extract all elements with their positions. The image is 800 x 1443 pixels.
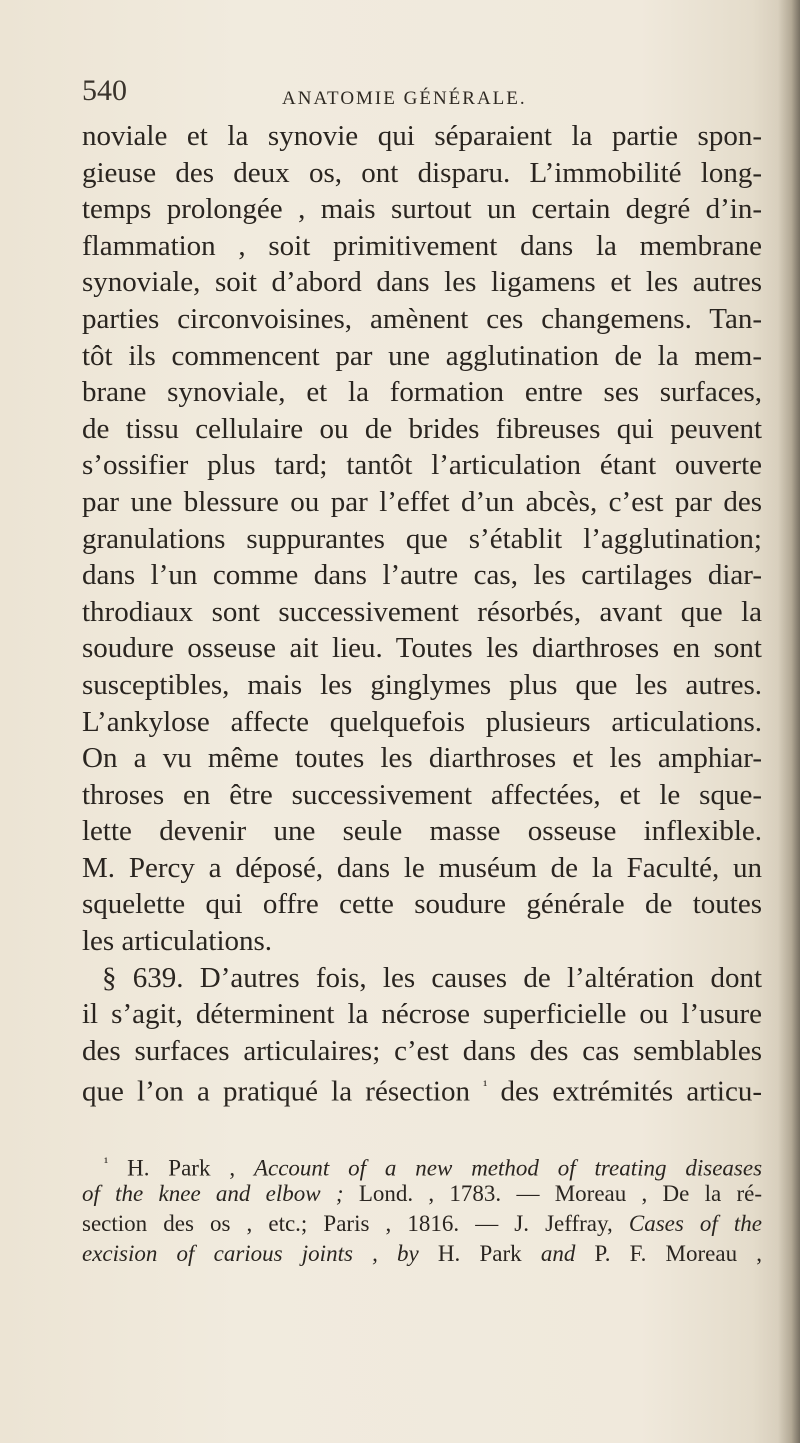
text-line: susceptibles, mais les ginglymes plus que les autres. [82,668,762,701]
text-line: soudure osseuse ait lieu. Toutes les diarthroses en sont [82,632,762,665]
text-line: il s’agit, déterminent la nécrose superficielle ou l’usure [82,998,762,1031]
text-line: les articulations. [82,925,273,958]
footnote-author: P. F. Moreau , [594,1241,763,1266]
footnote-reference: ¹ [483,1079,488,1095]
text-line: dans l’un comme dans l’autre cas, les cartilages diar- [82,559,762,592]
footnote-text: section des os , etc.; Paris , 1816. — J. Jeffray, [82,1211,613,1236]
text-line: s’ossifier plus tard; tantôt l’articulation étant ouverte [82,449,762,482]
footnote-line [82,1179,762,1209]
body-text [82,118,763,1109]
page-number: 540 [82,74,127,107]
text-line: synoviale, soit d’abord dans les ligamens et les autres [82,266,762,299]
text-line: brane synoviale, et la formation entre ses surfaces, [82,376,762,409]
page-header [82,74,762,118]
text-line: flammation , soit primitivement dans la membrane [82,229,762,262]
text-line: parties circonvoisines, amènent ces changemens. Tan- [82,302,762,335]
footnote-title: Account of a new method of treating diseases [253,1155,763,1181]
text-line: M. Percy a déposé, dans le muséum de la Faculté, un [82,851,762,884]
text-line: tôt ils commencent par une agglutination de la mem- [82,339,762,372]
footnotes [82,1149,762,1269]
text-fragment: des extrémités articu- [500,1076,763,1109]
footnote-line [82,1239,762,1269]
footnote-title: of the knee and elbow ; [82,1181,344,1206]
text-line: § 639. D’autres fois, les causes de l’altération dont [102,961,762,994]
text-line: noviale et la synovie qui séparaient la partie spon- [82,120,762,152]
text-line: de tissu cellulaire ou de brides fibreuses qui peuvent [82,412,762,445]
text-line: des surfaces articulaires; c’est dans des cas semblables [82,1034,762,1067]
running-head: ANATOMIE GÉNÉRALE. [282,88,527,109]
footnote-author: H. Park , [127,1155,236,1181]
footnote-text: Lond. , 1783. — Moreau , De la ré- [358,1181,763,1206]
text-line: throses en être successivement affectées, et le sque- [82,778,762,811]
footnote-text: and [540,1241,576,1266]
text-line-with-footnote-ref [82,1069,763,1109]
footnote-line [82,1149,762,1179]
text-line: lette devenir une seule masse osseuse inflexible. [82,815,762,848]
text-line: gieuse des deux os, ont disparu. L’immobilité long- [82,156,762,189]
footnote-line [82,1209,762,1239]
footnote-author: H. Park [437,1241,522,1266]
text-fragment: que l’on a pratiqué la résection [82,1076,470,1109]
footnote-title: excision of carious joints , by [82,1241,419,1266]
text-line: throdiaux sont successivement résorbés, avant que la [82,595,762,628]
text-line: squelette qui offre cette soudure générale de toutes [82,888,762,921]
text-line: L’ankylose affecte quelquefois plusieurs articulations. [82,705,762,738]
text-line: temps prolongée , mais surtout un certain degré d’in- [82,193,762,226]
footnote-title: Cases of the [628,1211,762,1236]
page-edge-shadow [778,0,800,1443]
text-line: par une blessure ou par l’effet d’un abcès, c’est par des [82,485,762,518]
text-line: On a vu même toutes les diarthroses et les amphiar- [82,742,762,775]
text-line: granulations suppurantes que s’établit l’agglutination; [82,522,762,555]
footnote-marker: ¹ [104,1156,109,1171]
